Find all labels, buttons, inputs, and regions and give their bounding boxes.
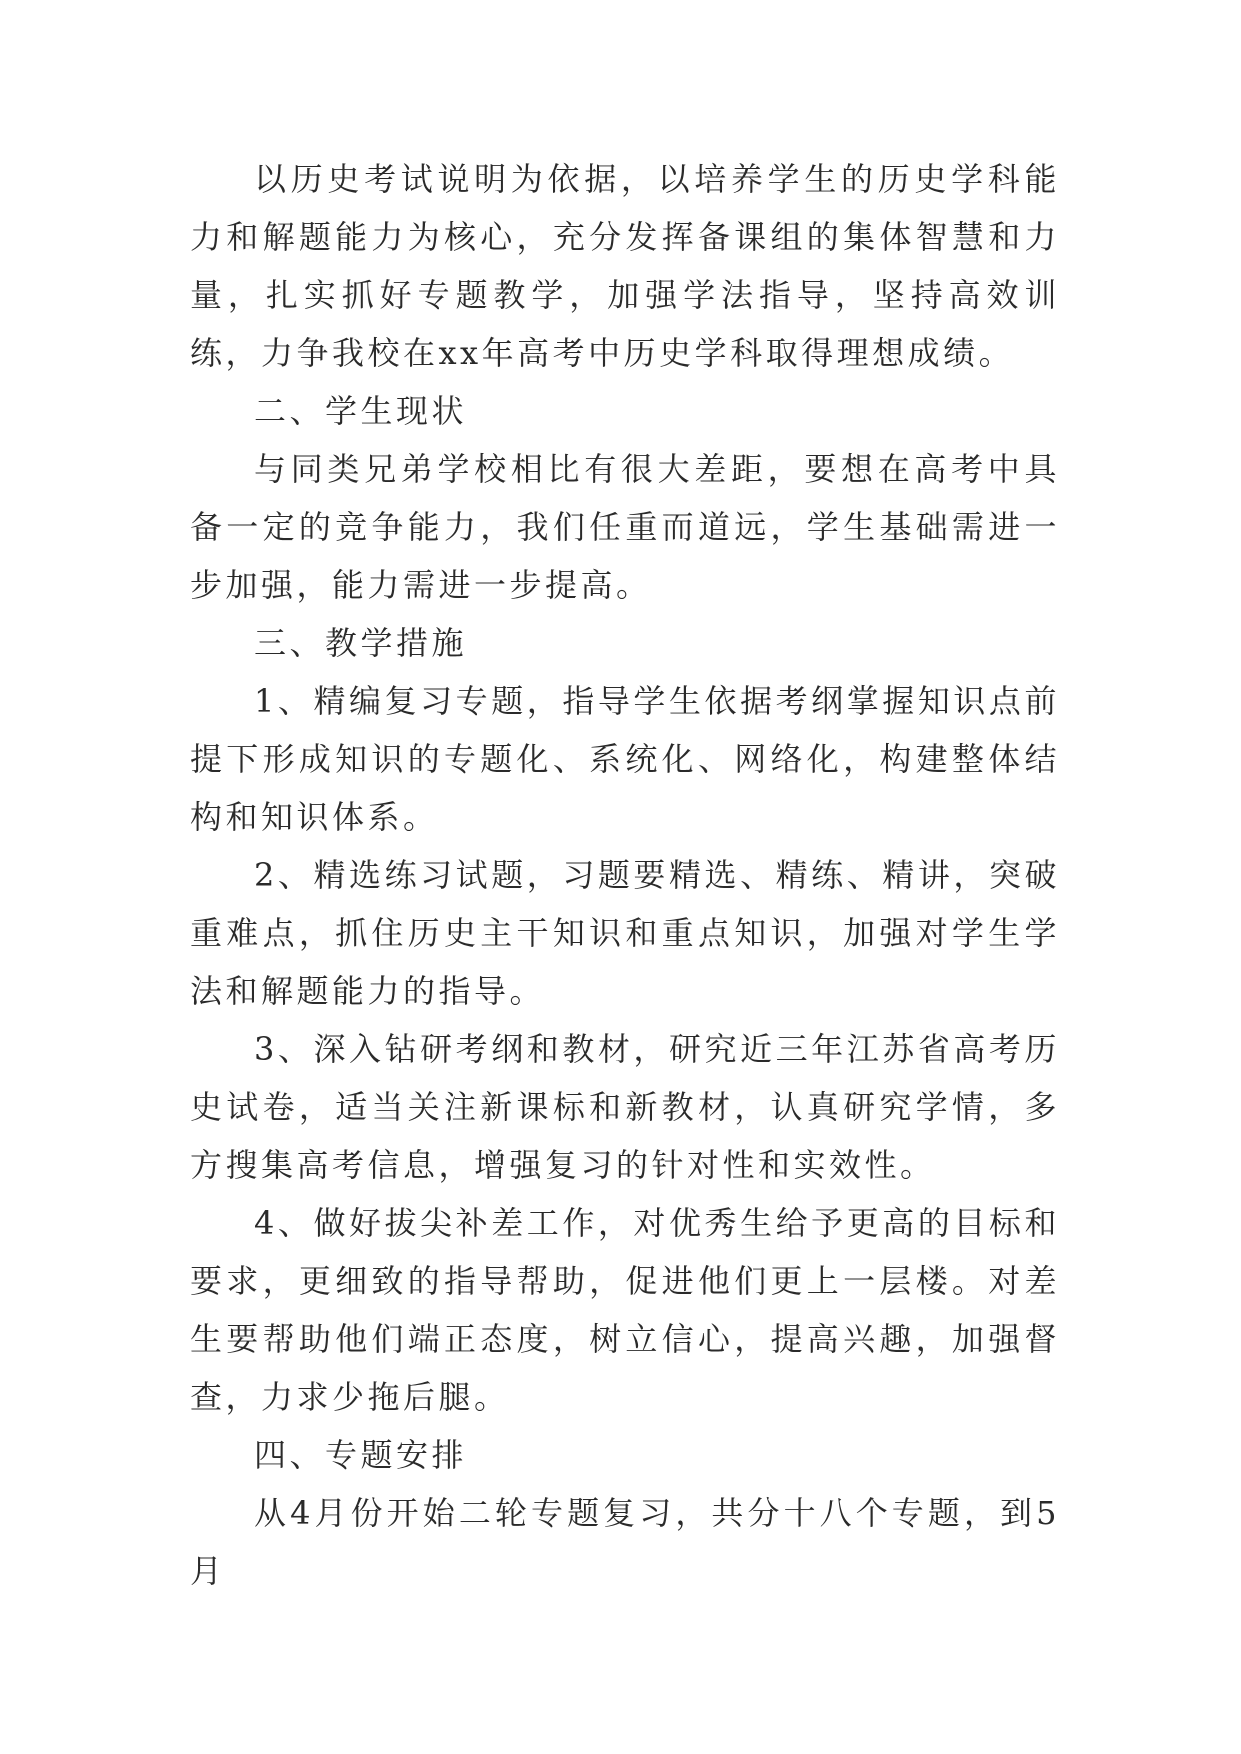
document-body (190, 150, 1060, 1600)
section-heading-student-status: 二、学生现状 (254, 392, 468, 430)
section-heading-teaching-measures: 三、教学措施 (254, 624, 468, 662)
section-heading-topic-arrangement: 四、专题安排 (254, 1436, 468, 1474)
paragraph-measure-3: 3、深入钻研考纲和教材，研究近三年江苏省高考历史试卷，适当关注新课标和新教材，认真研究学情，多方搜集高考信息，增强复习的针对性和实效性。 (190, 1030, 1060, 1184)
paragraph-measure-4: 4、做好拔尖补差工作，对优秀生给予更高的目标和要求，更细致的指导帮助，促进他们更上一层楼。对差生要帮助他们端正态度，树立信心，提高兴趣，加强督查，力求少拖后腿。 (190, 1204, 1060, 1416)
paragraph-topic-arrangement: 从4月份开始二轮专题复习，共分十八个专题，到5月 (190, 1494, 1060, 1590)
paragraph-student-status: 与同类兄弟学校相比有很大差距，要想在高考中具备一定的竞争能力，我们任重而道远，学生基础需进一步加强，能力需进一步提高。 (190, 450, 1060, 604)
paragraph-intro: 以历史考试说明为依据，以培养学生的历史学科能力和解题能力为核心，充分发挥备课组的集体智慧和力量，扎实抓好专题教学，加强学法指导，坚持高效训练，力争我校在xx年高考中历史学科取得理想成绩。 (190, 160, 1060, 372)
paragraph-measure-1: 1、精编复习专题，指导学生依据考纲掌握知识点前提下形成知识的专题化、系统化、网络化，构建整体结构和知识体系。 (190, 682, 1060, 836)
paragraph-measure-2: 2、精选练习试题，习题要精选、精练、精讲，突破重难点，抓住历史主干知识和重点知识，加强对学生学法和解题能力的指导。 (190, 856, 1060, 1010)
